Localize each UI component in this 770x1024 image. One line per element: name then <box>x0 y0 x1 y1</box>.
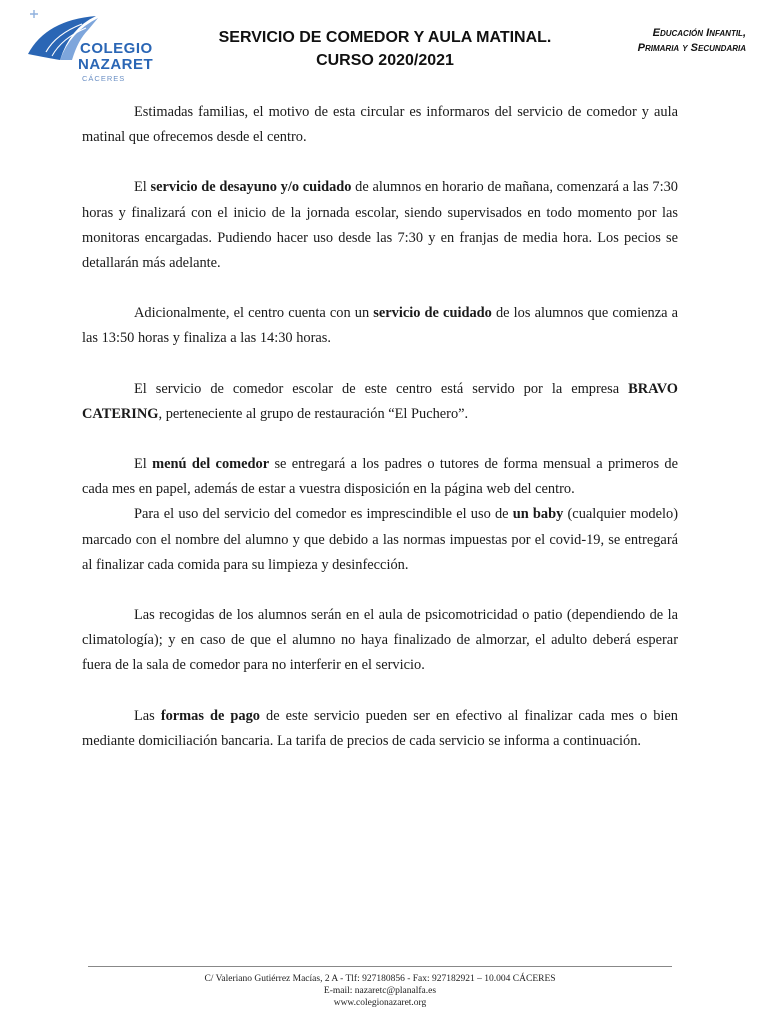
document-title <box>180 26 590 72</box>
paragraph-menu <box>82 452 678 502</box>
footer-website: www.colegionazaret.org <box>333 998 427 1008</box>
bold-text: servicio de cuidado <box>373 305 492 322</box>
logo-text-line1: COLEGIO <box>80 40 153 57</box>
text-run: Para el uso del servicio del comedor es imprescindible el uso de <box>134 506 513 523</box>
paragraph-care-service <box>82 301 678 351</box>
levels-line-1: Educación Infantil, <box>652 27 746 39</box>
text-run: Las <box>134 707 161 724</box>
paragraph-intro: Estimadas familias, el motivo de esta circular es informaros del servicio de comedor y aula matinal que ofrecemos desde el centro. <box>82 104 678 146</box>
footer-address: C/ Valeriano Gutiérrez Macías, 2 A - Tlf: 927180856 - Fax: 927182921 – 10.004 CÁCERES <box>204 974 556 984</box>
footer-email: E-mail: nazaretc@planalfa.es <box>323 986 437 996</box>
text-run: El <box>134 179 151 196</box>
paragraph-catering <box>82 377 678 427</box>
text-run: (cualquier modelo) marcado con el nombre del alumno y que debido a las normas impuestas por el covid-19, se entregará al finalizar cada comida para su limpieza y desinfección. <box>82 506 678 573</box>
bold-text: formas de pago <box>160 707 261 724</box>
paragraph-payment <box>82 704 678 754</box>
text-run: de este servicio pueden ser en efectivo al finalizar cada mes o bien mediante domiciliación bancaria. La tarifa de precios de cada servicio se informa a continuación. <box>82 707 678 749</box>
bold-text: servicio de desayuno y/o cuidado <box>150 179 352 196</box>
school-logo <box>26 8 166 84</box>
title-line-1: SERVICIO DE COMEDOR Y AULA MATINAL. <box>218 29 552 46</box>
bold-text: BRAVO CATERING <box>82 380 678 422</box>
education-levels <box>638 26 746 56</box>
levels-line-2: Primaria y Secundaria <box>637 42 746 54</box>
paragraph-breakfast-service <box>82 175 678 276</box>
title-line-2: CURSO 2020/2021 <box>316 52 454 69</box>
logo-text-line2: NAZARET <box>78 56 154 73</box>
text-run: de los alumnos que comienza a las 13:50 horas y finaliza a las 14:30 horas. <box>82 305 678 347</box>
paragraph-baby <box>82 502 678 578</box>
text-run: Adicionalmente, el centro cuenta con un <box>134 305 374 322</box>
bold-text: un baby <box>512 506 564 523</box>
text-run: , perteneciente al grupo de restauración “El Puchero”. <box>158 405 469 422</box>
logo-text-line3: CÁCERES <box>82 74 126 83</box>
bold-text: menú del comedor <box>152 456 270 473</box>
letter-body <box>82 100 678 754</box>
text-run: El <box>134 456 153 473</box>
text-run: se entregará a los padres o tutores de forma mensual a primeros de cada mes en papel, además de estar a vuestra disposición en la página web del centro. <box>82 456 679 498</box>
footer-divider <box>88 966 672 967</box>
page-footer <box>82 966 678 1009</box>
text-run: de alumnos en horario de mañana, comenzará a las 7:30 horas y finalizará con el inicio de la jornada escolar, siendo supervisados en todo momento por las monitoras encargadas. Pudiendo hacer uso desde las 7:30 y en franjas de media hora. Los pecios se detallarán más adelante. <box>82 179 678 272</box>
text-run: El servicio de comedor escolar de este centro está servido por la empresa <box>134 380 629 397</box>
paragraph-pickup: Las recogidas de los alumnos serán en el aula de psicomotricidad o patio (dependiendo de la climatología); y en caso de que el alumno no haya finalizado de almorzar, el adulto deberá esperar fuera de la sala de comedor para no interferir en el servicio. <box>82 607 678 674</box>
